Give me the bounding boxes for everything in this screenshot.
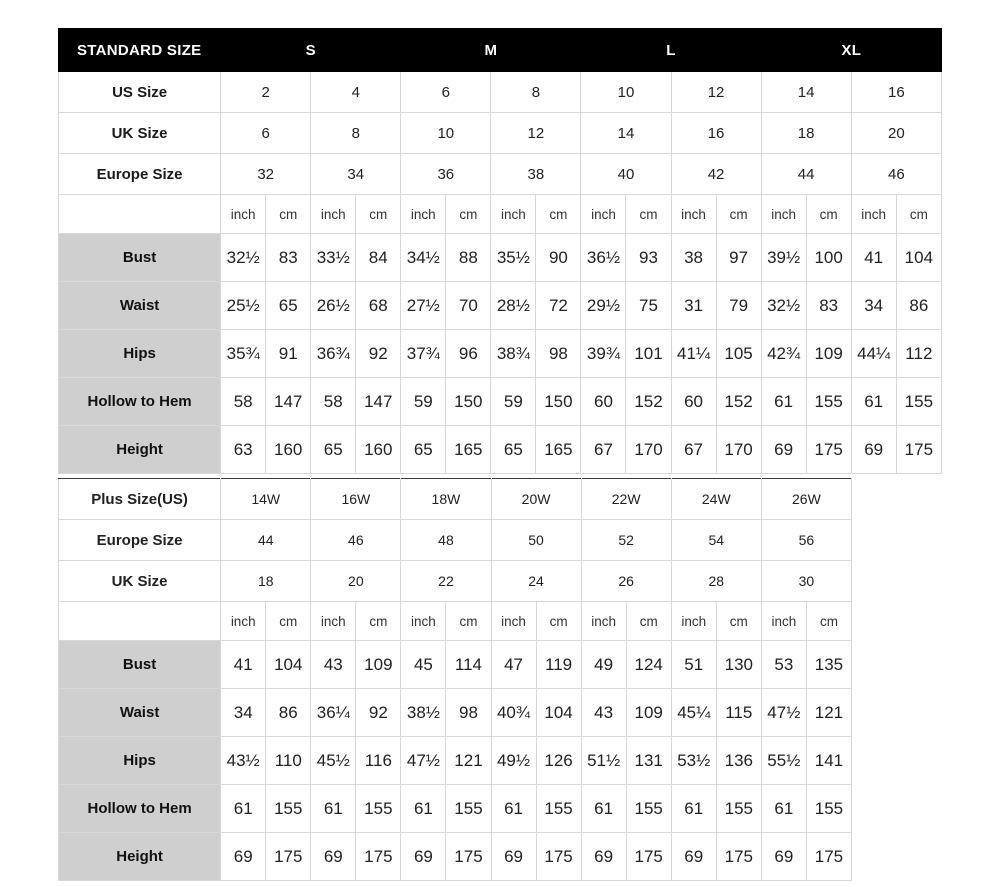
unit-cell: inch [491,602,536,641]
cell: 56 [761,520,851,561]
cell: 22W [581,479,671,520]
row-label: Waist [59,282,221,330]
cell: 38 [671,234,716,282]
cell: 135 [806,641,851,689]
table-row [59,234,942,282]
unit-cell: inch [401,602,446,641]
cell: 60 [671,378,716,426]
cell: 147 [266,378,311,426]
cell: 36 [401,154,491,195]
row-label: Bust [59,641,221,689]
unit-cell: cm [626,602,671,641]
unit-cell: inch [401,195,446,234]
standard-size-table [58,28,942,474]
cell: 131 [626,737,671,785]
unit-cell: inch [221,195,266,234]
row-label: Hips [59,330,221,378]
cell: 63 [221,426,266,474]
cell: 38¾ [491,330,536,378]
cell: 20 [851,113,941,154]
cell: 61 [311,785,356,833]
cell: 35½ [491,234,536,282]
cell: 69 [401,833,446,881]
cell: 160 [356,426,401,474]
unit-cell: inch [761,602,806,641]
cell: 65 [491,426,536,474]
unit-cell: cm [716,195,761,234]
cell: 18 [221,561,311,602]
cell: 46 [851,154,941,195]
cell: 44 [221,520,311,561]
unit-cell: cm [266,195,311,234]
cell: 48 [401,520,491,561]
cell: 119 [536,641,581,689]
cell: 115 [716,689,761,737]
cell: 10 [581,72,671,113]
cell: 34 [221,689,266,737]
cell: 160 [266,426,311,474]
standard-header-row [59,29,942,72]
group-label-l: L [581,29,761,72]
cell: 33½ [311,234,356,282]
cell: 91 [266,330,311,378]
cell: 42 [671,154,761,195]
cell: 155 [896,378,941,426]
cell: 130 [716,641,761,689]
cell: 26W [761,479,851,520]
row-label: UK Size [59,113,221,154]
cell: 53 [761,641,806,689]
unit-cell: inch [851,195,896,234]
cell: 53½ [671,737,716,785]
cell: 155 [446,785,491,833]
unit-cell: cm [626,195,671,234]
cell: 155 [806,378,851,426]
group-label-m: M [401,29,581,72]
cell: 170 [626,426,671,474]
unit-cell: cm [536,602,581,641]
cell: 90 [536,234,581,282]
cell: 96 [446,330,491,378]
cell: 45 [401,641,446,689]
cell: 61 [761,378,806,426]
cell: 34 [851,282,896,330]
unit-cell: inch [671,602,716,641]
cell: 44¼ [851,330,896,378]
cell: 36½ [581,234,626,282]
cell: 112 [896,330,941,378]
cell: 165 [536,426,581,474]
unit-row [59,602,852,641]
cell: 86 [896,282,941,330]
cell: 14 [761,72,851,113]
cell: 175 [716,833,761,881]
cell: 47½ [761,689,806,737]
unit-cell: cm [356,602,401,641]
cell: 69 [851,426,896,474]
cell: 10 [401,113,491,154]
cell: 43 [311,641,356,689]
cell: 31 [671,282,716,330]
table-row [59,520,852,561]
cell: 20W [491,479,581,520]
cell: 45¼ [671,689,716,737]
row-label: Hollow to Hem [59,785,221,833]
cell: 8 [491,72,581,113]
row-label: Height [59,426,221,474]
cell: 14 [581,113,671,154]
unit-cell: cm [716,602,761,641]
cell: 75 [626,282,671,330]
row-label: Waist [59,689,221,737]
cell: 47 [491,641,536,689]
cell: 175 [536,833,581,881]
cell: 126 [536,737,581,785]
row-label: US Size [59,72,221,113]
cell: 45½ [311,737,356,785]
cell: 44 [761,154,851,195]
cell: 4 [311,72,401,113]
cell: 52 [581,520,671,561]
cell: 69 [581,833,626,881]
cell: 59 [401,378,446,426]
cell: 65 [311,426,356,474]
cell: 114 [446,641,491,689]
unit-row [59,195,942,234]
cell: 54 [671,520,761,561]
cell: 39½ [761,234,806,282]
cell: 65 [266,282,311,330]
cell: 61 [401,785,446,833]
cell: 59 [491,378,536,426]
cell: 170 [716,426,761,474]
cell: 104 [536,689,581,737]
cell: 12 [671,72,761,113]
cell: 116 [356,737,401,785]
row-label: Height [59,833,221,881]
cell: 61 [671,785,716,833]
cell: 136 [716,737,761,785]
cell: 32 [221,154,311,195]
group-label-xl: XL [761,29,941,72]
unit-row-label [59,195,221,234]
cell: 55½ [761,737,806,785]
cell: 30 [761,561,851,602]
table-row [59,154,942,195]
cell: 24W [671,479,761,520]
cell: 39¾ [581,330,626,378]
table-row [59,561,852,602]
cell: 152 [716,378,761,426]
cell: 70 [446,282,491,330]
cell: 175 [356,833,401,881]
cell: 69 [221,833,266,881]
cell: 49½ [491,737,536,785]
table-row [59,737,852,785]
table-row [59,479,852,520]
cell: 100 [806,234,851,282]
unit-cell: cm [266,602,311,641]
cell: 72 [536,282,581,330]
cell: 61 [221,785,266,833]
unit-cell: cm [896,195,941,234]
cell: 40¾ [491,689,536,737]
unit-cell: inch [311,602,356,641]
unit-cell: inch [761,195,806,234]
cell: 61 [851,378,896,426]
cell: 109 [626,689,671,737]
cell: 41 [221,641,266,689]
row-label: Bust [59,234,221,282]
cell: 104 [266,641,311,689]
cell: 32½ [221,234,266,282]
unit-cell: cm [806,602,851,641]
cell: 68 [356,282,401,330]
cell: 43½ [221,737,266,785]
row-label: Hollow to Hem [59,378,221,426]
unit-cell: cm [536,195,581,234]
unit-cell: cm [446,602,491,641]
standard-title: STANDARD SIZE [59,29,221,72]
unit-cell: inch [581,602,626,641]
unit-cell: cm [446,195,491,234]
cell: 26 [581,561,671,602]
cell: 61 [491,785,536,833]
cell: 18 [761,113,851,154]
cell: 16 [851,72,941,113]
cell: 69 [761,833,806,881]
cell: 40 [581,154,671,195]
cell: 2 [221,72,311,113]
table-row [59,833,852,881]
cell: 98 [446,689,491,737]
cell: 38 [491,154,581,195]
unit-cell: cm [356,195,401,234]
row-label: Plus Size(US) [59,479,221,520]
cell: 155 [806,785,851,833]
cell: 150 [536,378,581,426]
cell: 32½ [761,282,806,330]
cell: 124 [626,641,671,689]
cell: 175 [626,833,671,881]
cell: 155 [356,785,401,833]
cell: 67 [671,426,716,474]
table-row [59,330,942,378]
table-row [59,282,942,330]
cell: 110 [266,737,311,785]
cell: 121 [446,737,491,785]
cell: 16 [671,113,761,154]
cell: 36¼ [311,689,356,737]
cell: 155 [716,785,761,833]
cell: 6 [221,113,311,154]
cell: 105 [716,330,761,378]
cell: 46 [311,520,401,561]
cell: 34½ [401,234,446,282]
cell: 101 [626,330,671,378]
cell: 69 [671,833,716,881]
cell: 60 [581,378,626,426]
cell: 61 [581,785,626,833]
cell: 88 [446,234,491,282]
cell: 34 [311,154,401,195]
cell: 147 [356,378,401,426]
cell: 27½ [401,282,446,330]
cell: 104 [896,234,941,282]
table-row [59,378,942,426]
cell: 152 [626,378,671,426]
cell: 98 [536,330,581,378]
cell: 67 [581,426,626,474]
cell: 109 [356,641,401,689]
cell: 36¾ [311,330,356,378]
unit-cell: inch [581,195,626,234]
table-row [59,785,852,833]
cell: 93 [626,234,671,282]
table-row [59,689,852,737]
cell: 92 [356,689,401,737]
plus-size-table [58,478,852,881]
cell: 83 [806,282,851,330]
row-label: Hips [59,737,221,785]
cell: 175 [806,426,851,474]
group-label-s: S [221,29,401,72]
unit-cell: cm [806,195,851,234]
unit-cell: inch [671,195,716,234]
cell: 12 [491,113,581,154]
cell: 26½ [311,282,356,330]
unit-cell: inch [311,195,356,234]
cell: 79 [716,282,761,330]
unit-cell: inch [491,195,536,234]
cell: 69 [491,833,536,881]
cell: 155 [626,785,671,833]
cell: 92 [356,330,401,378]
cell: 6 [401,72,491,113]
cell: 97 [716,234,761,282]
unit-row-label [59,602,221,641]
row-label: Europe Size [59,520,221,561]
cell: 155 [266,785,311,833]
cell: 41 [851,234,896,282]
cell: 175 [266,833,311,881]
cell: 35¾ [221,330,266,378]
cell: 65 [401,426,446,474]
row-label: Europe Size [59,154,221,195]
cell: 58 [311,378,356,426]
cell: 69 [311,833,356,881]
cell: 16W [311,479,401,520]
unit-cell: inch [221,602,266,641]
cell: 175 [896,426,941,474]
cell: 121 [806,689,851,737]
cell: 8 [311,113,401,154]
cell: 41¼ [671,330,716,378]
cell: 25½ [221,282,266,330]
cell: 51 [671,641,716,689]
cell: 14W [221,479,311,520]
table-row [59,641,852,689]
cell: 109 [806,330,851,378]
cell: 61 [761,785,806,833]
row-label: UK Size [59,561,221,602]
cell: 69 [761,426,806,474]
table-row [59,426,942,474]
cell: 175 [446,833,491,881]
cell: 37¾ [401,330,446,378]
cell: 165 [446,426,491,474]
cell: 38½ [401,689,446,737]
cell: 83 [266,234,311,282]
cell: 29½ [581,282,626,330]
cell: 24 [491,561,581,602]
cell: 49 [581,641,626,689]
cell: 42¾ [761,330,806,378]
cell: 28½ [491,282,536,330]
cell: 50 [491,520,581,561]
table-row [59,72,942,113]
cell: 43 [581,689,626,737]
cell: 58 [221,378,266,426]
cell: 47½ [401,737,446,785]
cell: 150 [446,378,491,426]
cell: 28 [671,561,761,602]
cell: 22 [401,561,491,602]
cell: 141 [806,737,851,785]
cell: 175 [806,833,851,881]
cell: 86 [266,689,311,737]
cell: 18W [401,479,491,520]
cell: 20 [311,561,401,602]
cell: 51½ [581,737,626,785]
cell: 84 [356,234,401,282]
cell: 155 [536,785,581,833]
table-row [59,113,942,154]
